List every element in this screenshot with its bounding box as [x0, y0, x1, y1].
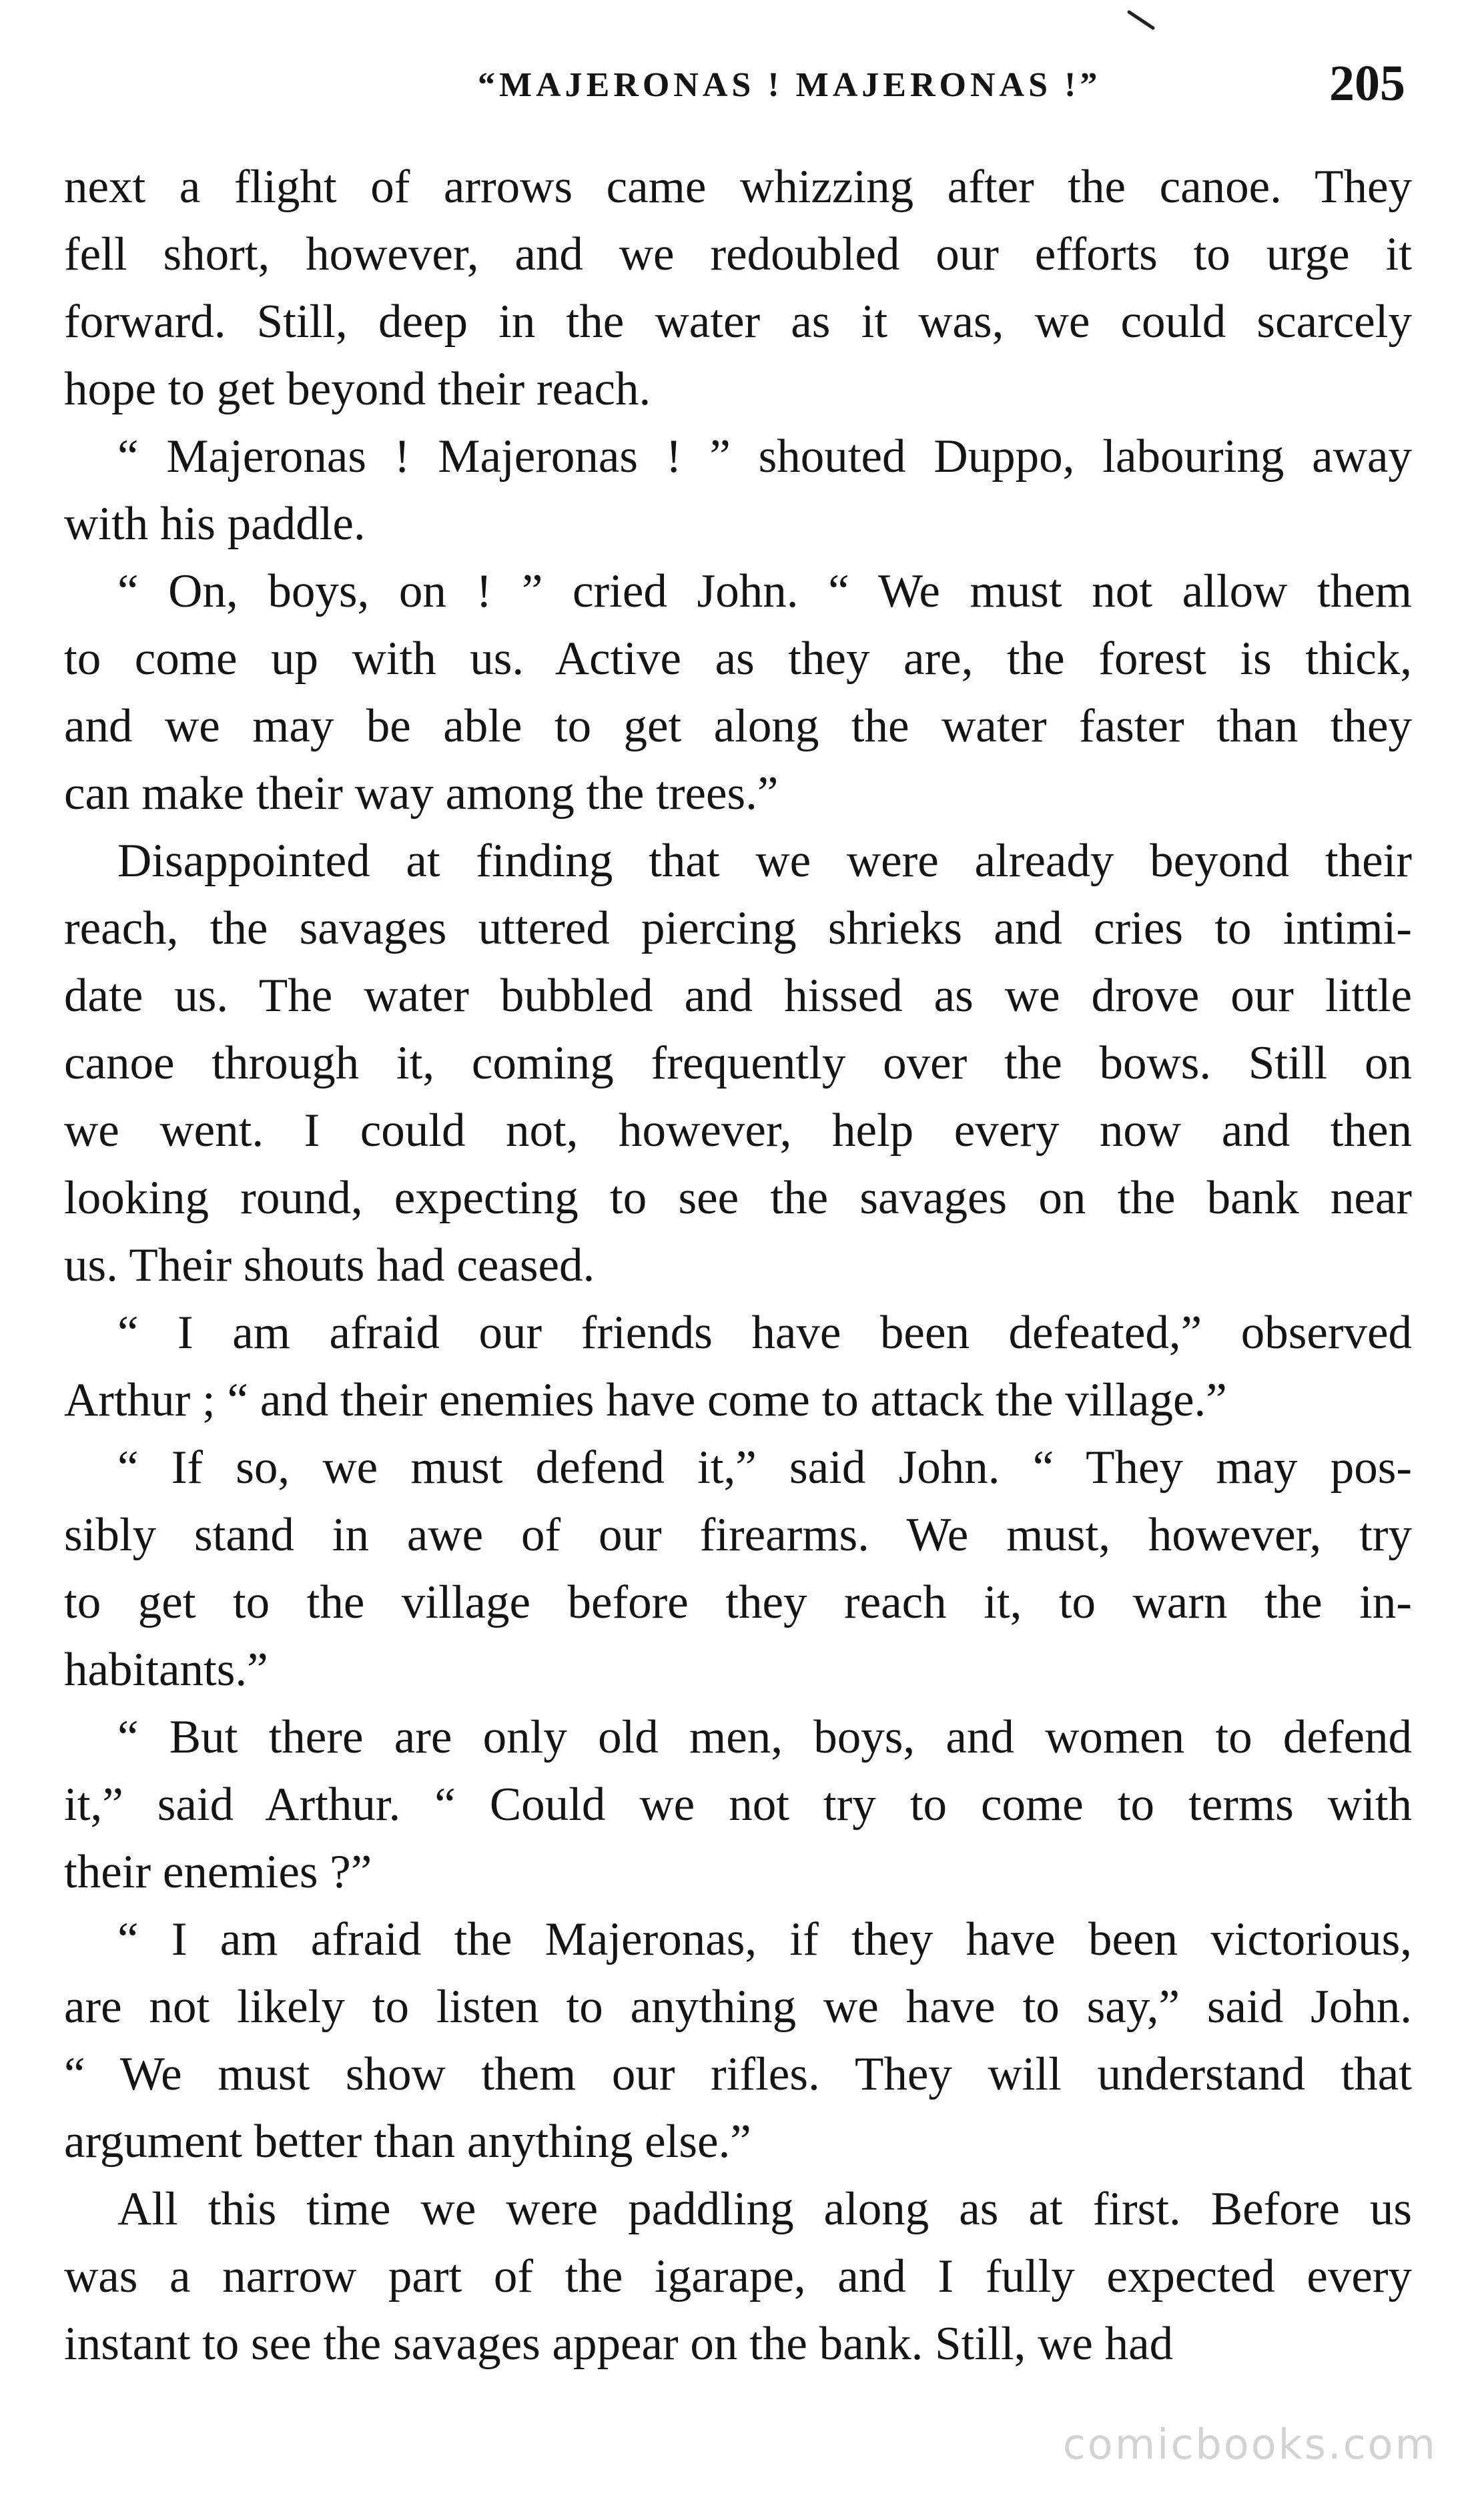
body-text — [64, 153, 1412, 2396]
text-line: All this time we were paddling along as at first. Before us — [117, 2183, 1412, 2235]
text-line: canoe through it, coming frequently over the bows. Still on — [64, 1037, 1412, 1089]
paragraph — [64, 1704, 1412, 1906]
paragraph — [64, 1434, 1412, 1704]
text-line: with his paddle. — [64, 498, 366, 550]
paragraph — [64, 828, 1412, 1299]
ink-mark-icon — [1126, 9, 1162, 32]
text-line: reach, the savages uttered piercing shrieks and cries to intimi- — [64, 902, 1412, 954]
text-line: we went. I could not, however, help every now and then — [64, 1105, 1412, 1157]
text-line: can make their way among the trees.” — [64, 767, 779, 820]
text-line: “ If so, we must defend it,” said John. “ They may pos- — [117, 1442, 1412, 1494]
text-line: to get to the village before they reach it, to warn the in- — [64, 1576, 1412, 1628]
running-head: “MAJERONAS ! MAJERONAS !” — [478, 66, 1102, 104]
text-line: “ I am afraid the Majeronas, if they have been victorious, — [117, 1913, 1412, 1965]
text-line: argument better than anything else.” — [64, 2116, 751, 2168]
text-line: it,” said Arthur. “ Could we not try to come to terms with — [64, 1779, 1412, 1831]
text-line: instant to see the savages appear on the bank. Still, we had — [64, 2318, 1174, 2370]
text-line: Arthur ; “ and their enemies have come to attack the village.” — [64, 1374, 1227, 1426]
text-line: was a narrow part of the igarape, and I fully expected every — [64, 2250, 1412, 2302]
text-line: habitants.” — [64, 1644, 268, 1696]
paragraph — [64, 2176, 1412, 2378]
text-line: to come up with us. Active as they are, the forest is thick, — [64, 633, 1412, 685]
paragraph — [64, 1906, 1412, 2176]
page-header — [64, 52, 1412, 119]
text-line: forward. Still, deep in the water as it was, we could scarcely — [64, 296, 1412, 348]
paragraph — [64, 153, 1412, 423]
text-line: “ I am afraid our friends have been defeated,” observed — [117, 1307, 1412, 1359]
text-line: are not likely to listen to anything we have to say,” said John. — [64, 1981, 1412, 2033]
paragraph — [64, 423, 1412, 558]
watermark: comicbooks.com — [1062, 2420, 1437, 2469]
text-line: “ But there are only old men, boys, and women to defend — [117, 1711, 1412, 1763]
text-line: hope to get beyond their reach. — [64, 363, 651, 415]
text-line: Disappointed at finding that we were already beyond their — [117, 835, 1412, 887]
text-line: us. Their shouts had ceased. — [64, 1239, 595, 1291]
text-line: looking round, expecting to see the savages on the bank near — [64, 1172, 1412, 1224]
text-line: “ We must show them our rifles. They will understand that — [64, 2048, 1412, 2100]
text-line: “ On, boys, on ! ” cried John. “ We must not allow them — [117, 565, 1412, 617]
text-line: date us. The water bubbled and hissed as we drove our little — [64, 970, 1412, 1022]
paragraph — [64, 558, 1412, 828]
text-line: and we may be able to get along the water faster than they — [64, 700, 1412, 752]
text-line: “ Majeronas ! Majeronas ! ” shouted Duppo, labouring away — [117, 430, 1412, 483]
text-line: next a flight of arrows came whizzing after the canoe. They — [64, 161, 1412, 213]
text-line: fell short, however, and we redoubled our efforts to urge it — [64, 228, 1412, 280]
text-line: sibly stand in awe of our firearms. We must, however, try — [64, 1509, 1412, 1561]
paragraph — [64, 1299, 1412, 1434]
page-number: 205 — [1329, 55, 1405, 111]
text-line: their enemies ?” — [64, 1846, 372, 1898]
